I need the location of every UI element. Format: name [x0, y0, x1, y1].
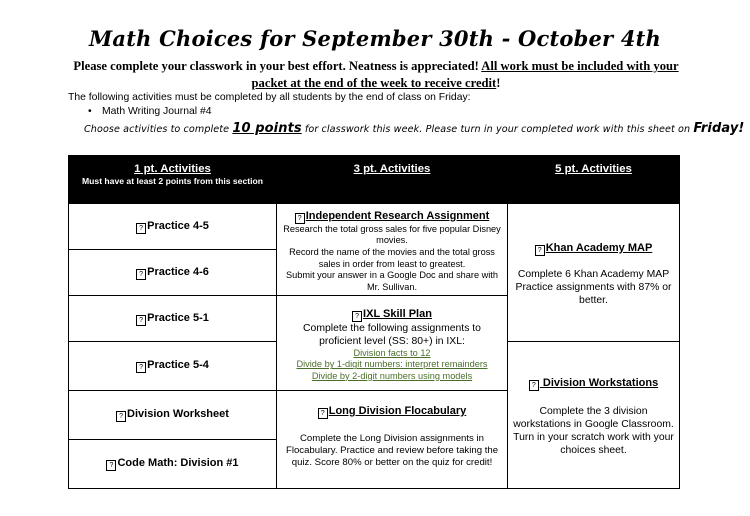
required-intro: The following activities must be completed by all students by the end of class on Friday: [68, 92, 471, 103]
page-title: Math Choices for September 30th - October 4th [88, 26, 662, 51]
activity-practice-4-6 [69, 250, 277, 296]
activity-desc: Complete the 3 division workstations in Google Classroom. Turn in your scratch work with your choices sheet. [513, 406, 674, 456]
activities-table [68, 155, 680, 489]
instructions-end: ! [496, 76, 501, 90]
activity-desc-line: Record the name of the movies and the total gross sales in order from least to greatest. [289, 246, 495, 269]
choose-text-1: Choose activities to complete [84, 124, 233, 135]
ixl-link[interactable]: Division facts to 12 [353, 347, 431, 358]
activity-division-workstations [508, 342, 680, 489]
activity-label: Practice 5-4 [147, 359, 209, 371]
required-item-label: Math Writing Journal #4 [102, 106, 212, 117]
activity-desc: Complete 6 Khan Academy MAP Practice assignments with 87% or better. [515, 269, 672, 306]
activity-practice-4-5 [69, 204, 277, 250]
choose-instructions [84, 121, 744, 136]
activity-label: Division Worksheet [127, 408, 229, 420]
choose-text-2: for classwork this week. Please turn in your completed work with this sheet on [301, 124, 694, 135]
activity-practice-5-1 [69, 296, 277, 342]
activity-research [277, 204, 508, 296]
ixl-link[interactable]: Divide by 2-digit numbers using models [311, 370, 473, 381]
activity-label: Practice 4-5 [147, 219, 209, 232]
header-1pt [69, 156, 277, 204]
instructions [56, 58, 696, 92]
ixl-link[interactable]: Divide by 1-digit numbers: interpret remainders [296, 359, 488, 370]
activity-desc-line: Research the total gross sales for five popular Disney movies. [283, 223, 501, 246]
checkbox-icon: ? [136, 269, 146, 280]
header-1pt-sub: Must have at least 2 points from this section [82, 176, 263, 186]
due-day: Friday! [693, 121, 745, 136]
checkbox-icon: ? [529, 380, 539, 391]
activity-desc: Complete the following assignments to proficient level (SS: 80+) in IXL: [303, 322, 481, 347]
activity-practice-5-4 [69, 342, 277, 391]
activity-desc-line: Submit your answer in a Google Doc and share with Mr. Sullivan. [286, 270, 498, 292]
activity-title: IXL Skill Plan [363, 307, 432, 320]
header-3pt-label: 3 pt. Activities [353, 163, 431, 175]
activity-division-worksheet [69, 391, 277, 440]
header-row [69, 156, 680, 204]
header-1pt-label: 1 pt. Activities [134, 163, 211, 175]
header-5pt-label: 5 pt. Activities [555, 163, 632, 175]
required-item [88, 106, 212, 117]
checkbox-icon: ? [136, 362, 146, 373]
activity-ixl [277, 296, 508, 391]
activity-code-math [69, 440, 277, 489]
activity-flocabulary [277, 391, 508, 489]
table-row [69, 204, 680, 250]
checkbox-icon: ? [136, 315, 146, 326]
activity-khan-academy [508, 204, 680, 342]
activity-label: Practice 5-1 [147, 311, 209, 324]
checkbox-icon: ? [535, 245, 545, 256]
checkbox-icon: ? [352, 311, 362, 322]
checkbox-icon: ? [295, 213, 305, 224]
activity-desc: Complete the Long Division assignments in Flocabulary. Practice and review before taking the quiz. Score 80% or better on the quiz for credit! [285, 433, 499, 468]
instructions-underlined: All work must be included with your packet at the end of the week to receive credit [251, 59, 679, 90]
header-3pt [277, 156, 508, 204]
activity-title: Division Workstations [539, 377, 659, 389]
activity-title: Independent Research Assignment [305, 209, 490, 222]
points-required: 10 points [232, 121, 302, 136]
checkbox-icon: ? [116, 411, 126, 422]
header-5pt [508, 156, 680, 204]
instructions-text: Please complete your classwork in your best effort. Neatness is appreciated! [73, 59, 482, 73]
activity-label: Code Math: Division #1 [117, 457, 239, 469]
checkbox-icon: ? [136, 223, 146, 234]
bullet-icon: • [88, 106, 92, 117]
checkbox-icon: ? [318, 408, 328, 419]
checkbox-icon: ? [106, 460, 116, 471]
activity-label: Practice 4-6 [147, 265, 209, 278]
activity-title: Long Division Flocabulary [328, 405, 467, 417]
activity-title: Khan Academy MAP [545, 242, 653, 254]
